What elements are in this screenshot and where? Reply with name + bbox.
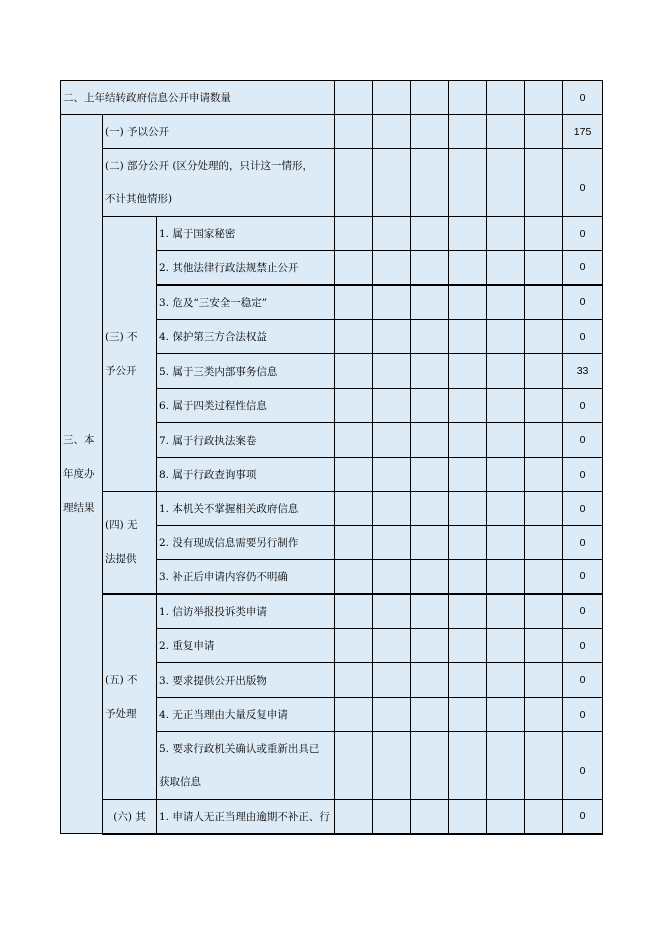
section3-label-line: 三、本	[63, 434, 95, 446]
group2-label-line: 不计其他情形)	[105, 192, 173, 205]
item-value: 0	[563, 285, 603, 320]
section3-label-line: 年度办	[63, 468, 95, 480]
item-label: 1. 申请人无正当理由逾期不补正、行	[157, 800, 335, 834]
section3-label-line: 理结果	[63, 502, 95, 514]
item-label: 1. 属于国家秘密	[157, 217, 335, 251]
table-row	[61, 149, 603, 217]
item-value: 0	[563, 492, 603, 526]
item-value: 0	[563, 320, 603, 354]
item-label: 2. 重复申请	[157, 629, 335, 663]
item-value: 33	[563, 354, 603, 389]
item-value: 0	[563, 698, 603, 732]
group5-label	[103, 594, 157, 800]
item-label	[157, 732, 335, 800]
group3-label-line: 予公开	[105, 365, 137, 377]
item-value: 0	[563, 251, 603, 285]
item-label: 7. 属于行政执法案卷	[157, 423, 335, 458]
item-label: 4. 保护第三方合法权益	[157, 320, 335, 354]
item-value: 0	[563, 526, 603, 560]
group2-value: 0	[563, 149, 603, 217]
item-value: 0	[563, 594, 603, 629]
item-value: 0	[563, 217, 603, 251]
group2-label-line: (二) 部分公开 (区分处理的，只计这一情形，	[105, 159, 313, 172]
table-row	[61, 81, 603, 115]
item-label: 3. 危及“三安全一稳定”	[157, 285, 335, 320]
item-label: 2. 其他法律行政法规禁止公开	[157, 251, 335, 285]
item-value: 0	[563, 629, 603, 663]
item-value: 0	[563, 800, 603, 834]
group5-label-line: 予处理	[105, 707, 137, 720]
section2-value: 0	[563, 81, 603, 115]
item-value: 0	[563, 458, 603, 492]
group5-label-line: (五) 不	[105, 673, 138, 686]
item-value: 0	[563, 389, 603, 423]
item-label: 5. 属于三类内部事务信息	[157, 354, 335, 389]
table-row	[61, 492, 603, 526]
table-row	[61, 800, 603, 834]
section3-label	[61, 115, 103, 834]
table-row	[61, 594, 603, 629]
item-value: 0	[563, 423, 603, 458]
item-label-line: 获取信息	[159, 775, 201, 788]
group1-value: 175	[563, 115, 603, 149]
item-label: 3. 补正后申请内容仍不明确	[157, 560, 335, 594]
item-label-line: 5. 要求行政机关确认或重新出具已	[159, 742, 320, 755]
item-value: 0	[563, 732, 603, 800]
item-label: 8. 属于行政查询事项	[157, 458, 335, 492]
group4-label-line: (四) 无	[105, 519, 138, 532]
group2-label	[103, 149, 335, 217]
group1-label: (一) 予以公开	[103, 115, 335, 149]
item-label: 4. 无正当理由大量反复申请	[157, 698, 335, 732]
item-label: 2. 没有现成信息需要另行制作	[157, 526, 335, 560]
item-label: 3. 要求提供公开出版物	[157, 663, 335, 698]
disclosure-statistics-table	[60, 80, 603, 835]
group4-label-line: 法提供	[105, 553, 137, 566]
item-label: 1. 信访举报投诉类申请	[157, 594, 335, 629]
section2-label: 二、上年结转政府信息公开申请数量	[61, 81, 335, 115]
item-value: 0	[563, 560, 603, 594]
group3-label-line: (三) 不	[105, 331, 138, 343]
item-label: 1. 本机关不掌握相关政府信息	[157, 492, 335, 526]
table-row	[61, 115, 603, 149]
item-label: 6. 属于四类过程性信息	[157, 389, 335, 423]
group3-label	[103, 217, 157, 492]
group6-label: (六) 其	[103, 800, 157, 834]
table-row	[61, 217, 603, 251]
group4-label	[103, 492, 157, 594]
item-value: 0	[563, 663, 603, 698]
